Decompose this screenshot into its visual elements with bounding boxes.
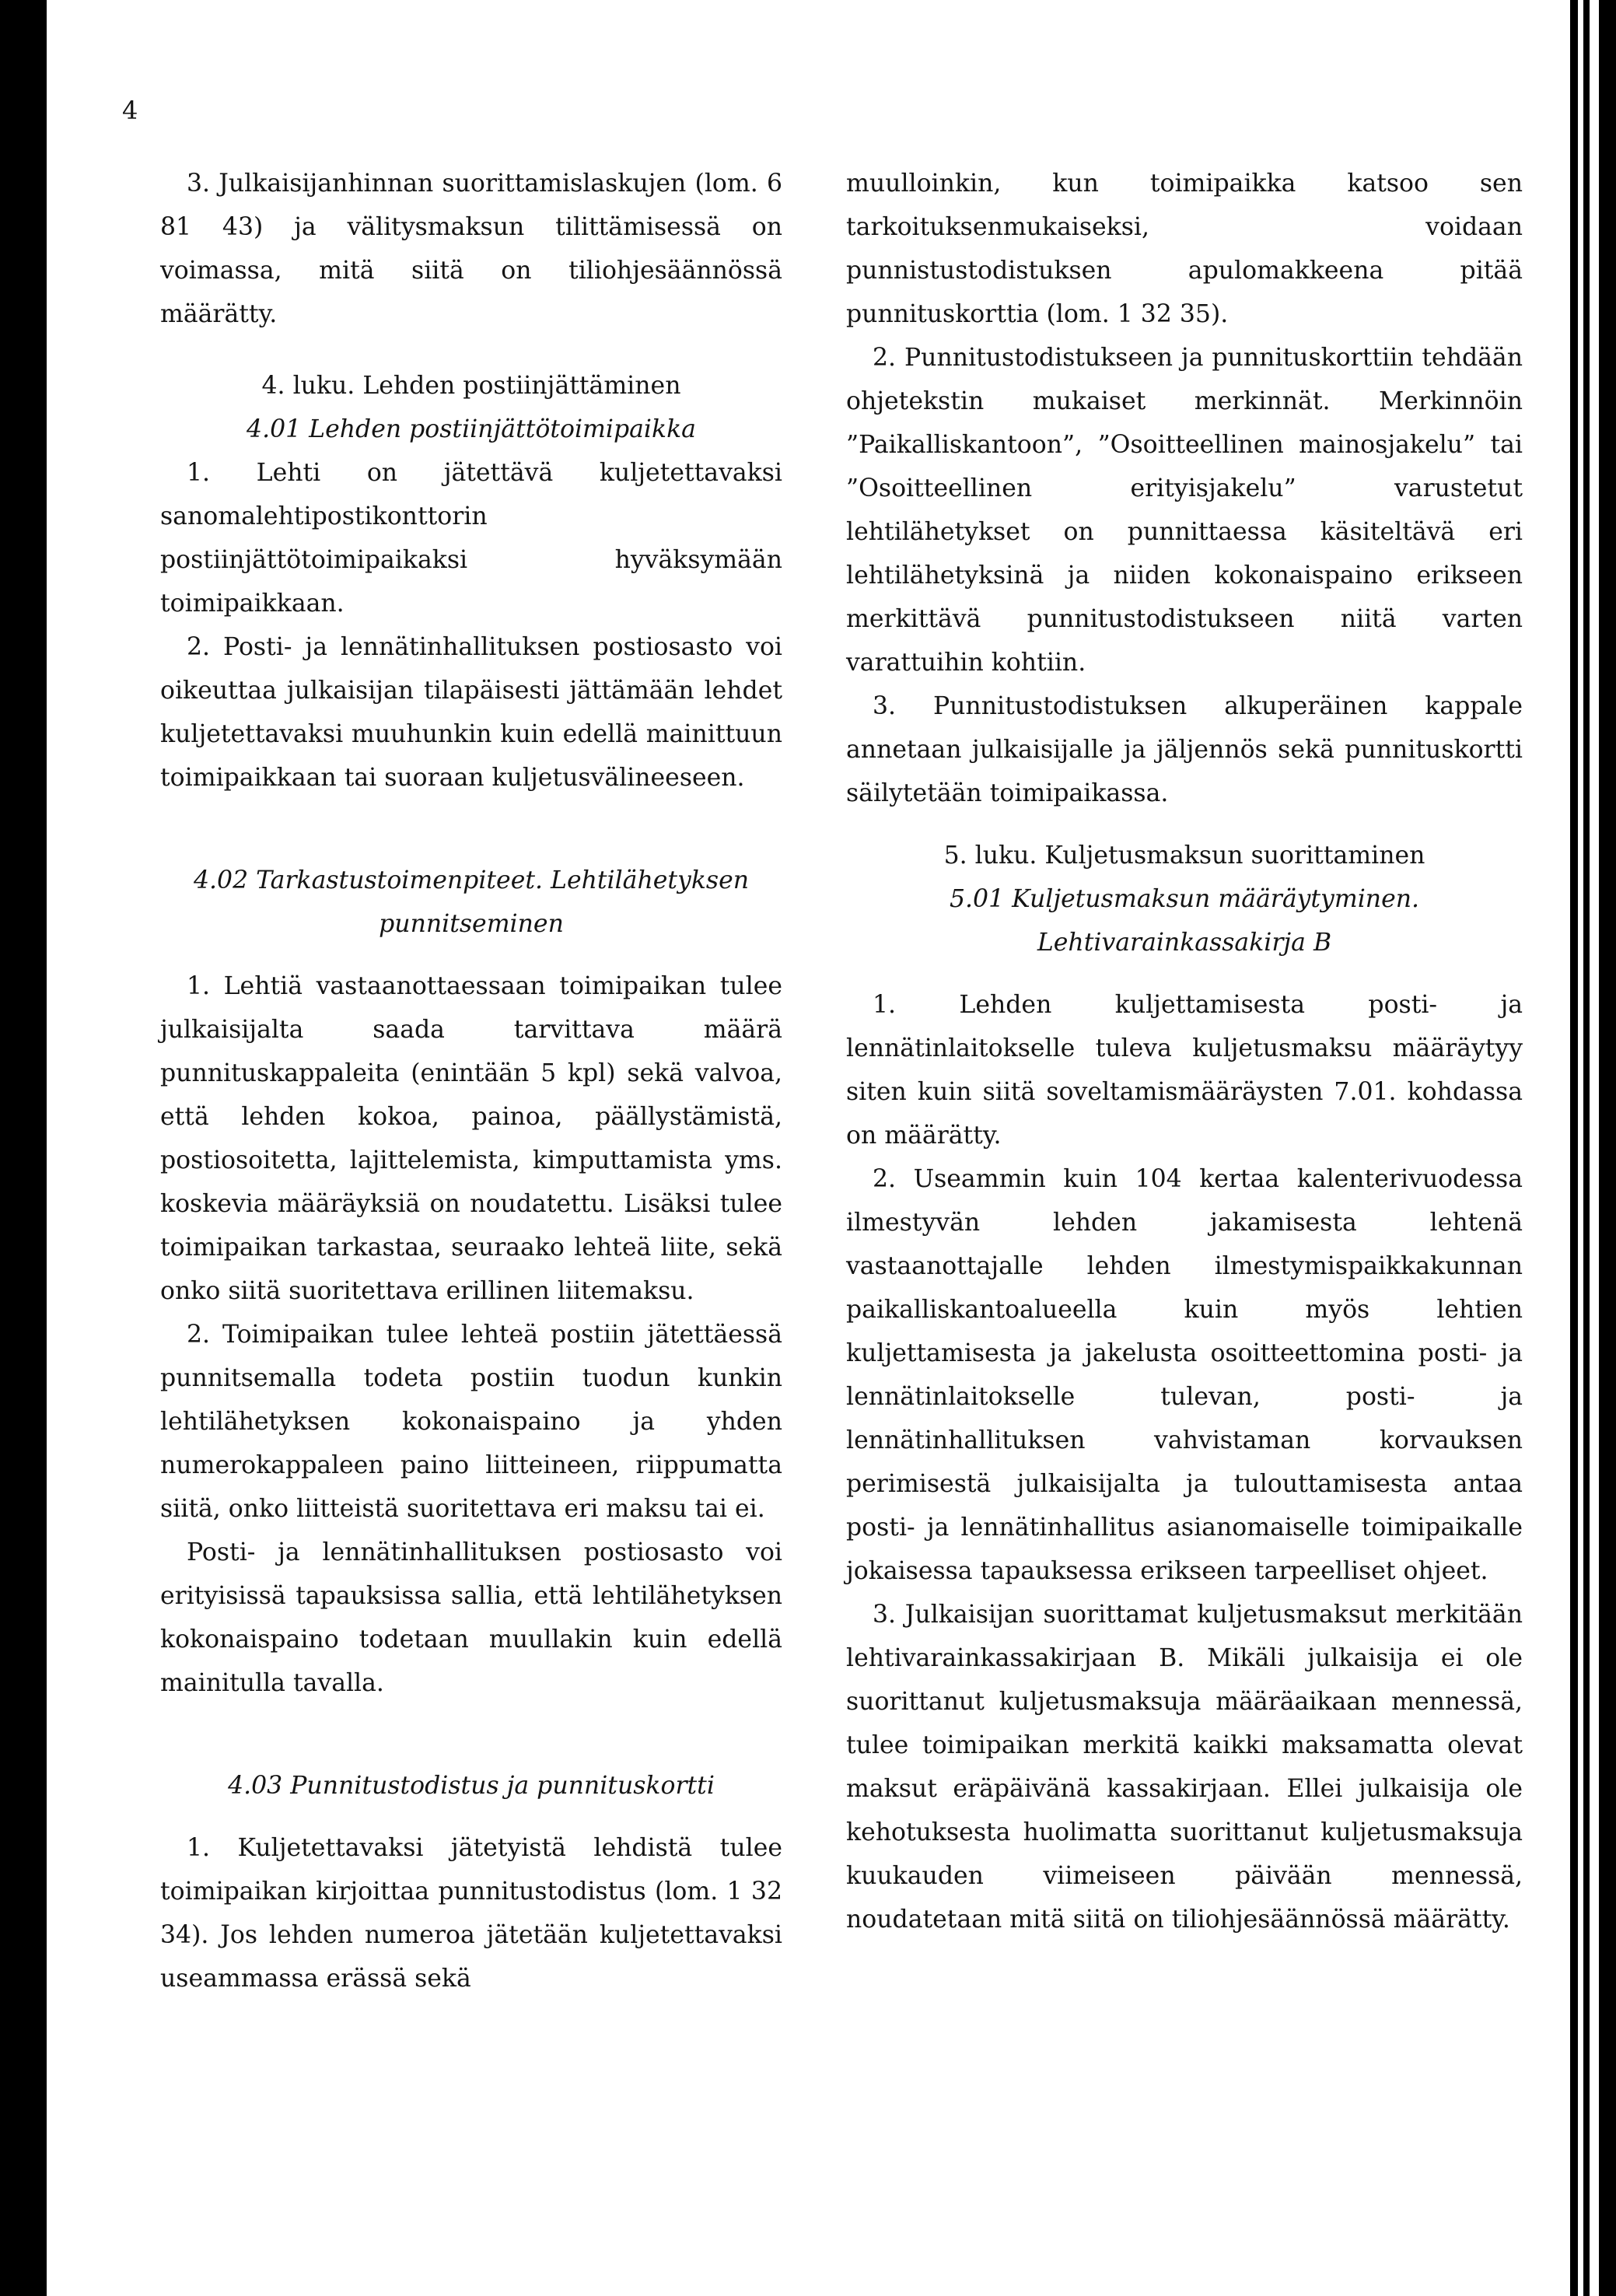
paragraph: 3. Julkaisijanhinnan suorittamislaskujen (lom. 6 81 43) ja välitysmaksun tilittämisessä on voimassa, mitä siitä on tiliohjesäännössä määrätty. (160, 170, 782, 328)
chapter-heading: 4. luku. Lehden postiinjättäminen (261, 372, 681, 400)
left-column (160, 162, 782, 2000)
paragraph: 1. Kuljetettavaksi jätetyistä lehdistä tulee toimipaikan kirjoittaa punnitustodistus (lom. 1 32 34). Jos lehden numeroa jätetään kuljetettavaksi useammassa erässä sekä (160, 1834, 782, 1993)
right-column (846, 162, 1523, 1941)
paragraph: Posti- ja lennätinhallituksen postiosasto voi erityisissä tapauksissa sallia, että lehtilähetyksen kokonaispaino todetaan muullakin kuin edellä mainitulla tavalla. (160, 1538, 782, 1697)
scan-edge-left (0, 0, 47, 2296)
section-heading: 4.01 Lehden postiinjättötoimipaikka (247, 415, 696, 443)
paragraph: 1. Lehti on jätettävä kuljetettavaksi sanomalehtipostikonttorin postiinjättötoimipaikaksi hyväksymään toimipaikkaan. (160, 459, 782, 618)
section-heading: Lehtivarainkassakirja B (1037, 929, 1332, 957)
scan-edge-right (1599, 0, 1616, 2296)
paragraph: 3. Punnitustodistuksen alkuperäinen kappale annetaan julkaisijalle ja jäljennös sekä punnituskortti säilytetään toimipaikassa. (846, 692, 1523, 807)
scan-edge-right (1583, 0, 1590, 2296)
paragraph: 1. Lehtiä vastaanottaessaan toimipaikan tulee julkaisijalta saada tarvittava määrä punnituskappaleita (enintään 5 kpl) sekä valvoa, että lehden kokoa, painoa, päällystämistä, postiosoitetta, lajittelemista, kimputtamista yms. koskevia määräyksiä on noudatettu. Lisäksi tulee toimipaikan tarkastaa, seuraako lehteä liite, sekä onko siitä suoritettava erillinen liitemaksu. (160, 972, 782, 1305)
paragraph: muulloinkin, kun toimipaikka katsoo sen tarkoituksenmukaiseksi, voidaan punnistustodistuksen apulomakkeena pitää punnituskorttia (lom. 1 32 35). (846, 170, 1523, 328)
paragraph: 2. Posti- ja lennätinhallituksen postiosasto voi oikeuttaa julkaisijan tilapäisesti jättämään lehdet kuljetettavaksi muuhunkin kuin edellä mainittuun toimipaikkaan tai suoraan kuljetusvälineeseen. (160, 633, 782, 792)
section-heading: 4.03 Punnitustodistus ja punnituskortti (228, 1772, 715, 1800)
scan-edge-right (1570, 0, 1578, 2296)
paragraph: 1. Lehden kuljettamisesta posti- ja lennätinlaitokselle tuleva kuljetusmaksu määräytyy siten kuin siitä soveltamismääräysten 7.01. kohdassa on määrätty. (846, 991, 1523, 1150)
section-heading: 5.01 Kuljetusmaksun määräytyminen. (949, 885, 1420, 913)
chapter-heading: 5. luku. Kuljetusmaksun suorittaminen (943, 842, 1425, 870)
paragraph: 2. Toimipaikan tulee lehteä postiin jätettäessä punnitsemalla todeta postiin tuodun kunkin lehtilähetyksen kokonaispaino ja yhden numerokappaleen paino liitteineen, riippumatta siitä, onko liitteistä suoritettava eri maksu tai ei. (160, 1321, 782, 1523)
page-number: 4 (122, 96, 138, 125)
paragraph: 2. Useammin kuin 104 kertaa kalenterivuodessa ilmestyvän lehden jakamisesta lehtenä vastaanottajalle lehden ilmestymispaikkakunnan paikalliskantoalueella kuin myös lehtien kuljettamisesta ja jakelusta osoitteettomina posti- ja lennätinlaitokselle tulevan, posti- ja lennätinhallituksen vahvistaman korvauksen perimisestä julkaisijalta ja tulouttamisesta antaa posti- ja lennätinhallitus asianomaiselle toimipaikalle jokaisessa tapauksessa erikseen tarpeelliset ohjeet. (846, 1165, 1523, 1585)
paragraph: 2. Punnitustodistukseen ja punnituskorttiin tehdään ohjetekstin mukaiset merkinnät. Merkinnöin ”Paikalliskantoon”, ”Osoitteellinen mainosjakelu” tai ”Osoitteellinen erityisjakelu” varustetut lehtilähetykset on punnittaessa käsiteltävä eri lehtilähetyksinä ja niiden kokonaispaino erikseen merkittävä punnitustodistukseen niitä varten varattuihin kohtiin. (846, 344, 1523, 677)
paragraph: 3. Julkaisijan suorittamat kuljetusmaksut merkitään lehtivarainkassakirjaan B. Mikäli julkaisija ei ole suorittanut kuljetusmaksuja määräaikaan mennessä, tulee toimipaikan merkitä kaikki maksamatta olevat maksut eräpäivänä kassakirjaan. Ellei julkaisija ole kehotuksesta huolimatta suorittanut kuljetusmaksuja kuukauden viimeiseen päivään mennessä, noudatetaan mitä siitä on tiliohjesäännössä määrätty. (846, 1601, 1523, 1934)
section-heading: 4.02 Tarkastustoimenpiteet. Lehtilähetyksen punnitseminen (193, 866, 750, 938)
